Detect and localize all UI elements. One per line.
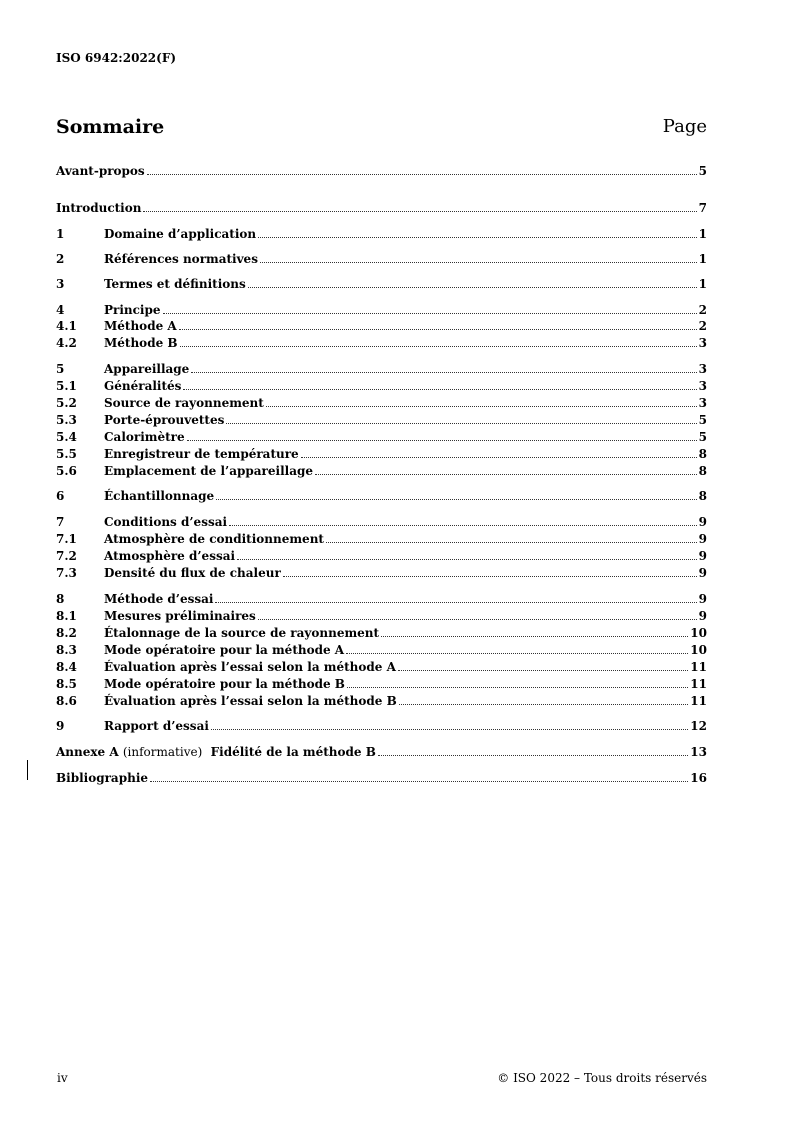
toc-entry-page: 11	[690, 677, 707, 691]
toc-entry-title: Étalonnage de la source de rayonnement	[104, 626, 380, 640]
toc-page-label: Page	[662, 116, 707, 137]
toc-entry-avant-propos[interactable]	[56, 164, 707, 179]
toc-entry-page: 5	[698, 430, 707, 444]
toc-entry-number: 9	[56, 719, 65, 733]
toc-entry-page: 10	[690, 626, 707, 640]
toc-entry-2[interactable]	[56, 252, 707, 267]
leader-dots	[378, 745, 688, 756]
toc-entry-page: 5	[698, 164, 707, 178]
toc-entry-page: 11	[690, 694, 707, 708]
toc-entry-number: 7.3	[56, 566, 77, 580]
toc-entry-number: 3	[56, 277, 65, 291]
text-cursor	[27, 760, 28, 780]
toc-entry-title: Enregistreur de température	[104, 447, 299, 461]
page-number: iv	[57, 1071, 68, 1085]
toc-entry-number: 6	[56, 489, 65, 503]
toc-entry-number: 5.4	[56, 430, 77, 444]
toc-entry-page: 9	[698, 592, 707, 606]
toc-entry-3[interactable]	[56, 277, 707, 292]
document-code: ISO 6942:2022(F)	[56, 51, 177, 65]
toc-entry-number: 8.6	[56, 694, 77, 708]
toc-entry-page: 8	[698, 489, 707, 503]
toc-entry-title: Densité du flux de chaleur	[104, 566, 281, 580]
toc-entry-page: 1	[698, 227, 707, 241]
toc-entry-5-1[interactable]	[56, 379, 707, 394]
toc-entry-page: 9	[698, 532, 707, 546]
leader-dots	[191, 362, 696, 373]
toc-entry-page: 12	[690, 719, 707, 733]
toc-entry-4-1[interactable]	[56, 319, 707, 334]
copyright-notice: © ISO 2022 – Tous droits réservés	[497, 1071, 707, 1085]
toc-entry-number: 5.3	[56, 413, 77, 427]
leader-dots	[399, 694, 689, 705]
toc-entry-title: Introduction	[56, 201, 142, 215]
toc-entry-page: 3	[698, 396, 707, 410]
annex-title: Fidélité de la méthode B	[210, 745, 376, 759]
toc-entry-number: 8.5	[56, 677, 77, 691]
toc-entry-8-1[interactable]	[56, 609, 707, 624]
toc-entry-7[interactable]	[56, 515, 707, 530]
toc-entry-title: Principe	[104, 303, 161, 317]
annex-label: Annexe A	[56, 745, 119, 759]
toc-entry-number: 5.6	[56, 464, 77, 478]
toc-entry-title: Termes et définitions	[104, 277, 246, 291]
toc-entry-number: 4.2	[56, 336, 77, 350]
toc-entry-title: Conditions d’essai	[104, 515, 228, 529]
toc-entry-7-3[interactable]	[56, 566, 707, 581]
toc-entry-5-3[interactable]	[56, 413, 707, 428]
toc-entry-number: 4.1	[56, 319, 77, 333]
toc-entry-title: Méthode A	[104, 319, 177, 333]
toc-entry-page: 16	[690, 771, 707, 785]
toc-entry-bibliography[interactable]	[56, 771, 707, 786]
leader-dots	[180, 336, 697, 347]
toc-entry-page: 9	[698, 549, 707, 563]
leader-dots	[237, 549, 697, 560]
leader-dots	[260, 252, 697, 263]
toc-entry-page: 9	[698, 566, 707, 580]
toc-entry-number: 5.5	[56, 447, 77, 461]
toc-entry-page: 13	[690, 745, 707, 759]
leader-dots	[266, 396, 697, 407]
toc-entry-5-5[interactable]	[56, 447, 707, 462]
toc-entry-4[interactable]	[56, 303, 707, 318]
toc-entry-5[interactable]	[56, 362, 707, 377]
toc-entry-number: 7.2	[56, 549, 77, 563]
leader-dots	[229, 515, 697, 526]
toc-entry-8-5[interactable]	[56, 677, 707, 692]
toc-entry-title: Calorimètre	[104, 430, 185, 444]
toc-entry-title: Source de rayonnement	[104, 396, 264, 410]
toc-entry-number: 8	[56, 592, 65, 606]
toc-entry-number: 5.1	[56, 379, 77, 393]
toc-entry-page: 3	[698, 379, 707, 393]
toc-entry-number: 8.2	[56, 626, 77, 640]
leader-dots	[183, 379, 696, 390]
toc-entry-title: Évaluation après l’essai selon la méthode A	[104, 660, 396, 674]
toc-entry-number: 7	[56, 515, 65, 529]
toc-entry-page: 1	[698, 252, 707, 266]
toc-entry-title: Généralités	[104, 379, 182, 393]
toc-entry-page: 10	[690, 643, 707, 657]
toc-entry-page: 2	[698, 319, 707, 333]
toc-entry-title: Appareillage	[104, 362, 190, 376]
leader-dots	[258, 609, 697, 620]
toc-entry-title: Emplacement de l’appareillage	[104, 464, 313, 478]
leader-dots	[283, 566, 697, 577]
toc-entry-page: 11	[690, 660, 707, 674]
leader-dots	[315, 464, 697, 475]
toc-entry-title: Bibliographie	[56, 771, 149, 785]
toc-entry-5-6[interactable]	[56, 464, 707, 479]
leader-dots	[301, 447, 697, 458]
leader-dots	[150, 771, 688, 782]
toc-entry-8-4[interactable]	[56, 660, 707, 675]
leader-dots	[187, 430, 697, 441]
toc-entry-title: Méthode d’essai	[104, 592, 214, 606]
toc-entry-title: Avant-propos	[56, 164, 145, 178]
toc-entry-5-4[interactable]	[56, 430, 707, 445]
toc-entry-introduction[interactable]	[56, 201, 707, 216]
toc-entry-number: 5	[56, 362, 65, 376]
toc-entry-page: 8	[698, 447, 707, 461]
leader-dots	[346, 643, 688, 654]
toc-entry-8-2[interactable]	[56, 626, 707, 641]
toc-entry-title: Domaine d’application	[104, 227, 257, 241]
toc-entry-6[interactable]	[56, 489, 707, 504]
toc-entry-8-3[interactable]	[56, 643, 707, 658]
toc-entry-number: 8.3	[56, 643, 77, 657]
leader-dots	[381, 626, 688, 637]
leader-dots	[163, 303, 697, 314]
toc-entry-title: Mode opératoire pour la méthode B	[104, 677, 345, 691]
toc-entry-title: Mode opératoire pour la méthode A	[104, 643, 345, 657]
annex-type: (informative)	[122, 745, 203, 759]
toc-entry-title: Porte-éprouvettes	[104, 413, 225, 427]
toc-entry-number: 4	[56, 303, 65, 317]
toc-entry-4-2[interactable]	[56, 336, 707, 351]
toc-title: Sommaire	[56, 116, 165, 138]
toc-entry-number: 5.2	[56, 396, 77, 410]
toc-entry-5-2[interactable]	[56, 396, 707, 411]
leader-dots	[248, 277, 697, 288]
toc-entry-number: 8.4	[56, 660, 77, 674]
toc-entry-9[interactable]	[56, 719, 707, 734]
toc-entry-8-6[interactable]	[56, 694, 707, 709]
toc-entry-7-1[interactable]	[56, 532, 707, 547]
leader-dots	[215, 592, 696, 603]
toc-entry-page: 5	[698, 413, 707, 427]
toc-entry-page: 3	[698, 336, 707, 350]
toc-entry-8[interactable]	[56, 592, 707, 607]
toc-entry-1[interactable]	[56, 227, 707, 242]
toc-entry-number: 8.1	[56, 609, 77, 623]
toc-entry-number: 7.1	[56, 532, 77, 546]
toc-entry-page: 2	[698, 303, 707, 317]
toc-entry-title: Rapport d’essai	[104, 719, 209, 733]
leader-dots	[258, 227, 697, 238]
toc-entry-title: Méthode B	[104, 336, 178, 350]
toc-entry-title: Références normatives	[104, 252, 258, 266]
toc-entry-page: 9	[698, 609, 707, 623]
leader-dots	[179, 319, 697, 330]
toc-entry-title: Échantillonnage	[104, 489, 215, 503]
toc-entry-title: Atmosphère d’essai	[104, 549, 236, 563]
toc-entry-page: 1	[698, 277, 707, 291]
toc-entry-number: 2	[56, 252, 65, 266]
leader-dots	[226, 413, 696, 424]
toc-entry-7-2[interactable]	[56, 549, 707, 564]
toc-entry-title: Mesures préliminaires	[104, 609, 256, 623]
toc-entry-annex-a[interactable]	[56, 745, 707, 760]
leader-dots	[147, 164, 697, 175]
toc-header	[56, 116, 707, 142]
toc-entry-page: 3	[698, 362, 707, 376]
toc-entry-page: 7	[698, 201, 707, 215]
leader-dots	[326, 532, 697, 543]
leader-dots	[143, 201, 696, 212]
leader-dots	[211, 719, 688, 730]
toc-entry-title: Atmosphère de conditionnement	[104, 532, 324, 546]
toc-entry-number: 1	[56, 227, 65, 241]
leader-dots	[398, 660, 688, 671]
toc-entry-page: 9	[698, 515, 707, 529]
leader-dots	[347, 677, 688, 688]
leader-dots	[216, 489, 696, 500]
toc-entry-title: Évaluation après l’essai selon la méthode B	[104, 694, 397, 708]
toc-entry-page: 8	[698, 464, 707, 478]
